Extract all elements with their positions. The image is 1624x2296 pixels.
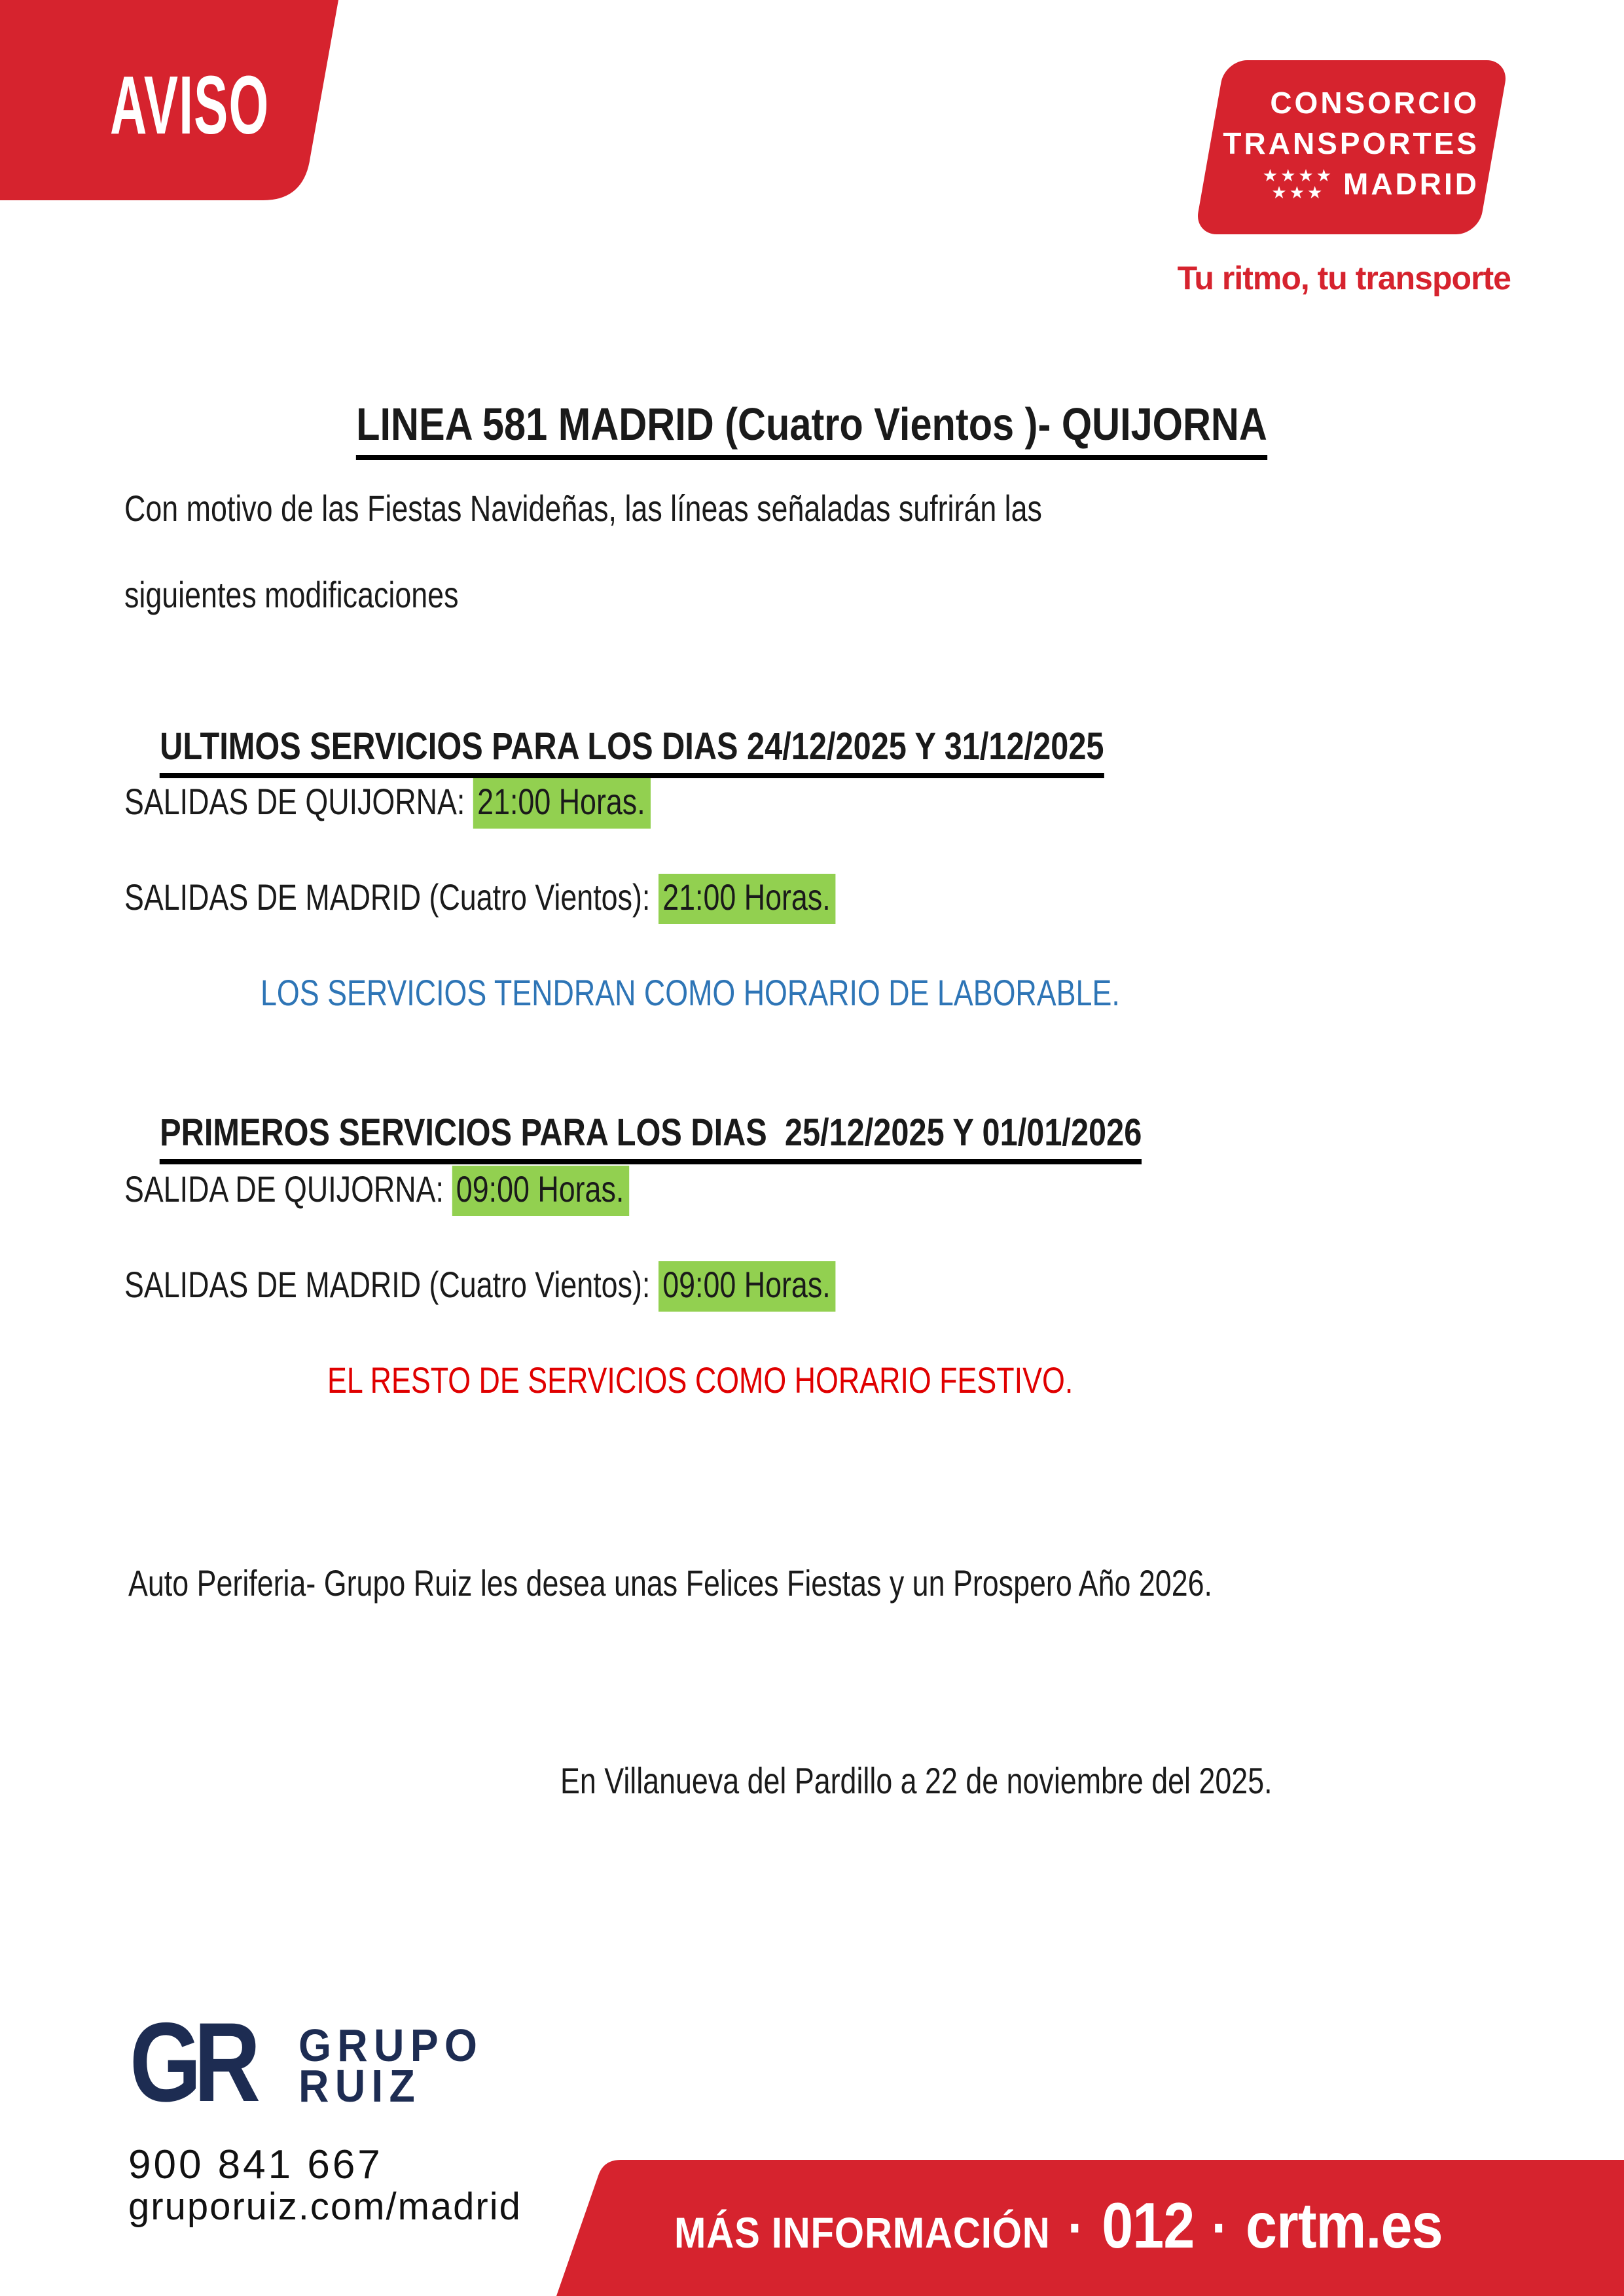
info-footer-content [674,2189,1443,2263]
season-greeting: Auto Periferia- Grupo Ruiz les desea unas Felices Fiestas y un Prospero Año 2026. [128,1562,1212,1604]
last-services-row-quijorna [124,780,651,823]
crtm-tagline: Tu ritmo, tu transporte [1177,260,1511,296]
departure-label: SALIDAS DE MADRID (Cuatro Vientos): [124,876,659,918]
crtm-logo [1195,60,1508,234]
crtm-logo-line-transportes: TRANSPORTES [1223,126,1479,160]
last-services-heading-text: ULTIMOS SERVICIOS PARA LOS DIAS 24/12/2025 Y 31/12/2025 [160,725,1104,778]
grupo-ruiz-website: gruporuiz.com/madrid [128,2185,522,2228]
grupo-ruiz-name-line2: RUIZ [298,2060,422,2111]
grupo-ruiz-monogram-icon: GR [130,2000,253,2125]
page-title [228,398,1396,450]
crtm-logo-line-madrid: MADRID [1343,167,1479,201]
first-services-row-madrid [124,1263,836,1306]
crtm-website: crtm.es [1246,2189,1443,2261]
madrid-stars-icon [1263,167,1334,201]
first-services-heading-text: PRIMEROS SERVICIOS PARA LOS DIAS 25/12/2025 Y 01/01/2026 [160,1111,1142,1164]
crtm-logo-line-consorcio: CONSORCIO [1270,86,1479,120]
page-title-text: LINEA 581 MADRID (Cuatro Vientos )- QUIJORNA [356,399,1267,460]
departure-time-highlight: 21:00 Horas. [659,874,836,924]
dateline: En Villanueva del Pardillo a 22 de noviembre del 2025. [560,1760,1272,1801]
grupo-ruiz-phone: 900 841 667 [128,2142,383,2187]
more-info-label: MÁS INFORMACIÓN [674,2208,1051,2257]
first-services-row-quijorna [124,1168,629,1210]
grupo-ruiz-name-line1: GRUPO [298,2020,484,2071]
departure-label: SALIDAS DE MADRID (Cuatro Vientos): [124,1264,651,1305]
madrid-stars-row-bottom: ★★★ [1271,183,1326,202]
intro-line-1: Con motivo de las Fiestas Navideñas, las líneas señaladas sufrirán las [124,488,1042,529]
festivo-note: EL RESTO DE SERVICIOS COMO HORARIO FESTIVO. [327,1359,1074,1401]
departure-label: SALIDAS DE QUIJORNA: [124,781,465,822]
departure-time-highlight: 09:00 Horas. [452,1166,629,1216]
grupo-ruiz-logo [130,2000,499,2125]
departure-label: SALIDA DE QUIJORNA: [124,1168,444,1210]
grupo-ruiz-wordmark [298,2020,484,2111]
madrid-stars-row-top: ★★★★ [1262,166,1335,185]
intro-line-2: siguientes modificaciones [124,574,459,615]
departure-time-highlight: 09:00 Horas. [659,1261,836,1312]
info-phone-012: 012 [1102,2189,1195,2261]
laborable-note: LOS SERVICIOS TENDRAN COMO HORARIO DE LABORABLE. [261,972,1120,1013]
aviso-banner-label: AVISO [110,59,270,151]
departure-time-highlight: 21:00 Horas. [473,778,651,829]
separator-dot: · [1211,2195,1229,2260]
last-services-row-madrid [124,876,836,918]
separator-dot: · [1068,2195,1085,2260]
